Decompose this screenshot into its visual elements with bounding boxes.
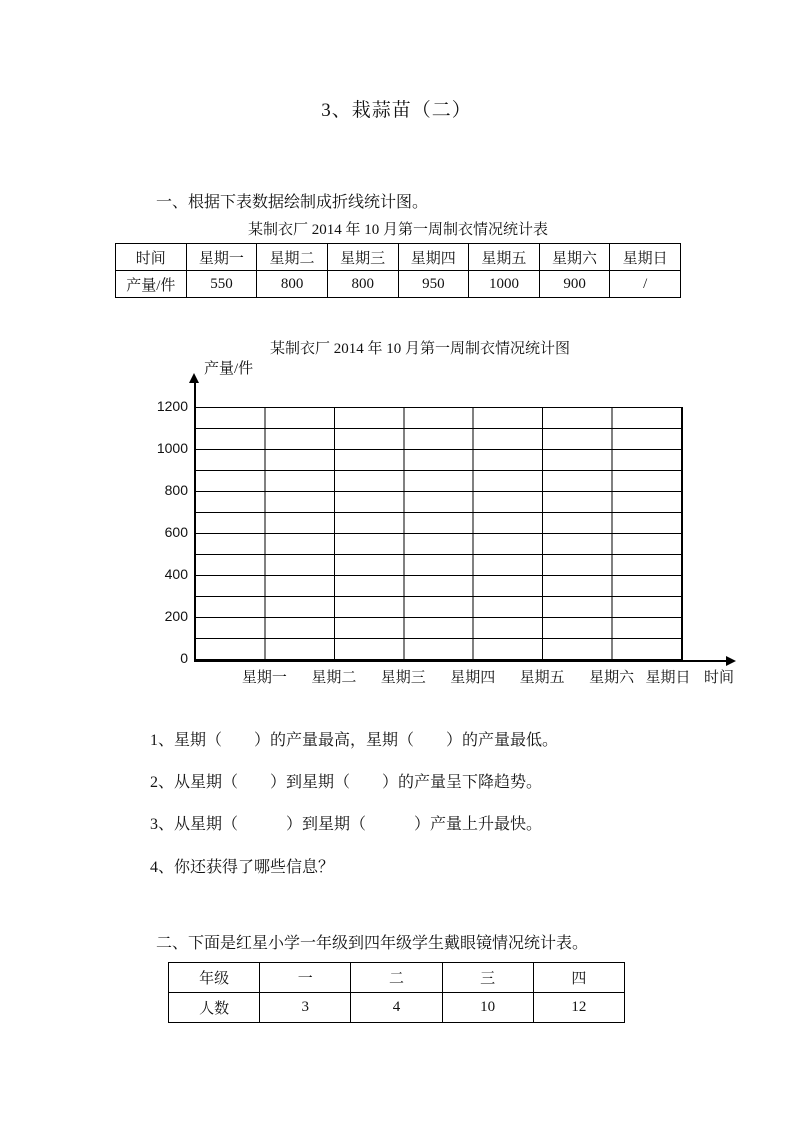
line-chart-area — [0, 330, 793, 695]
table-cell: 人数 — [169, 993, 260, 1023]
table-cell: 星期六 — [539, 244, 610, 271]
table-cell: 800 — [257, 271, 328, 298]
table-cell: 900 — [539, 271, 610, 298]
y-tick-label: 800 — [164, 482, 188, 498]
table-cell: 12 — [533, 993, 624, 1023]
x-axis-title: 时间 — [703, 670, 735, 686]
table-cell: 4 — [351, 993, 442, 1023]
y-tick-label: 0 — [180, 650, 188, 666]
table-cell: 星期日 — [610, 244, 681, 271]
table-cell: / — [610, 271, 681, 298]
table-cell: 10 — [442, 993, 533, 1023]
table-row — [169, 993, 625, 1023]
page-title: 3、栽蒜苗（二） — [321, 100, 472, 121]
table-cell: 三 — [442, 963, 533, 993]
x-category-label: 星期三 — [380, 670, 426, 686]
table-cell: 四 — [533, 963, 624, 993]
y-tick-label: 400 — [164, 566, 188, 582]
x-category-label: 星期一 — [241, 670, 287, 686]
x-category-label: 星期六 — [589, 670, 635, 686]
question-1: 1、星期（ ）的产量最高，星期（ ）的产量最低。 — [150, 732, 559, 749]
question-3: 3、从星期（ ）到星期（ ）产量上升最快。 — [150, 816, 543, 833]
table-cell: 星期二 — [257, 244, 328, 271]
table-cell: 550 — [186, 271, 257, 298]
table-cell: 3 — [260, 993, 351, 1023]
table-cell: 星期四 — [398, 244, 469, 271]
table-cell: 1000 — [469, 271, 540, 298]
section2-heading: 二、下面是红星小学一年级到四年级学生戴眼镜情况统计表。 — [156, 935, 589, 952]
table-cell: 时间 — [116, 244, 187, 271]
table1-caption: 某制衣厂 2014 年 10 月第一周制衣情况统计表 — [247, 222, 548, 238]
table-row — [169, 963, 625, 993]
weekly-production-table — [115, 243, 681, 298]
table-row — [116, 271, 681, 298]
y-axis-label: 产量/件 — [204, 361, 254, 377]
question-2: 2、从星期（ ）到星期（ ）的产量呈下降趋势。 — [150, 774, 543, 791]
x-category-label: 星期二 — [311, 670, 357, 686]
table-cell: 800 — [327, 271, 398, 298]
y-tick-label: 1000 — [156, 440, 188, 456]
x-axis-line — [195, 660, 728, 662]
table-cell: 950 — [398, 271, 469, 298]
chart-grid — [195, 407, 683, 661]
chart-title: 某制衣厂 2014 年 10 月第一周制衣情况统计图 — [269, 341, 570, 357]
y-tick-label: 600 — [164, 524, 188, 540]
table-cell: 星期三 — [327, 244, 398, 271]
glasses-table — [168, 962, 625, 1023]
y-tick-label: 200 — [164, 608, 188, 624]
x-axis-arrow-icon — [726, 656, 736, 666]
table-cell: 星期一 — [186, 244, 257, 271]
table-cell: 二 — [351, 963, 442, 993]
table-cell: 年级 — [169, 963, 260, 993]
table-cell: 产量/件 — [116, 271, 187, 298]
section1-heading: 一、根据下表数据绘制成折线统计图。 — [156, 194, 429, 211]
table-row — [116, 244, 681, 271]
x-category-label: 星期日 — [645, 670, 691, 686]
x-category-label: 星期四 — [450, 670, 496, 686]
table-cell: 一 — [260, 963, 351, 993]
x-category-label: 星期五 — [519, 670, 565, 686]
question-4: 4、你还获得了哪些信息？ — [150, 859, 335, 876]
table-cell: 星期五 — [469, 244, 540, 271]
y-tick-label: 1200 — [156, 398, 188, 414]
